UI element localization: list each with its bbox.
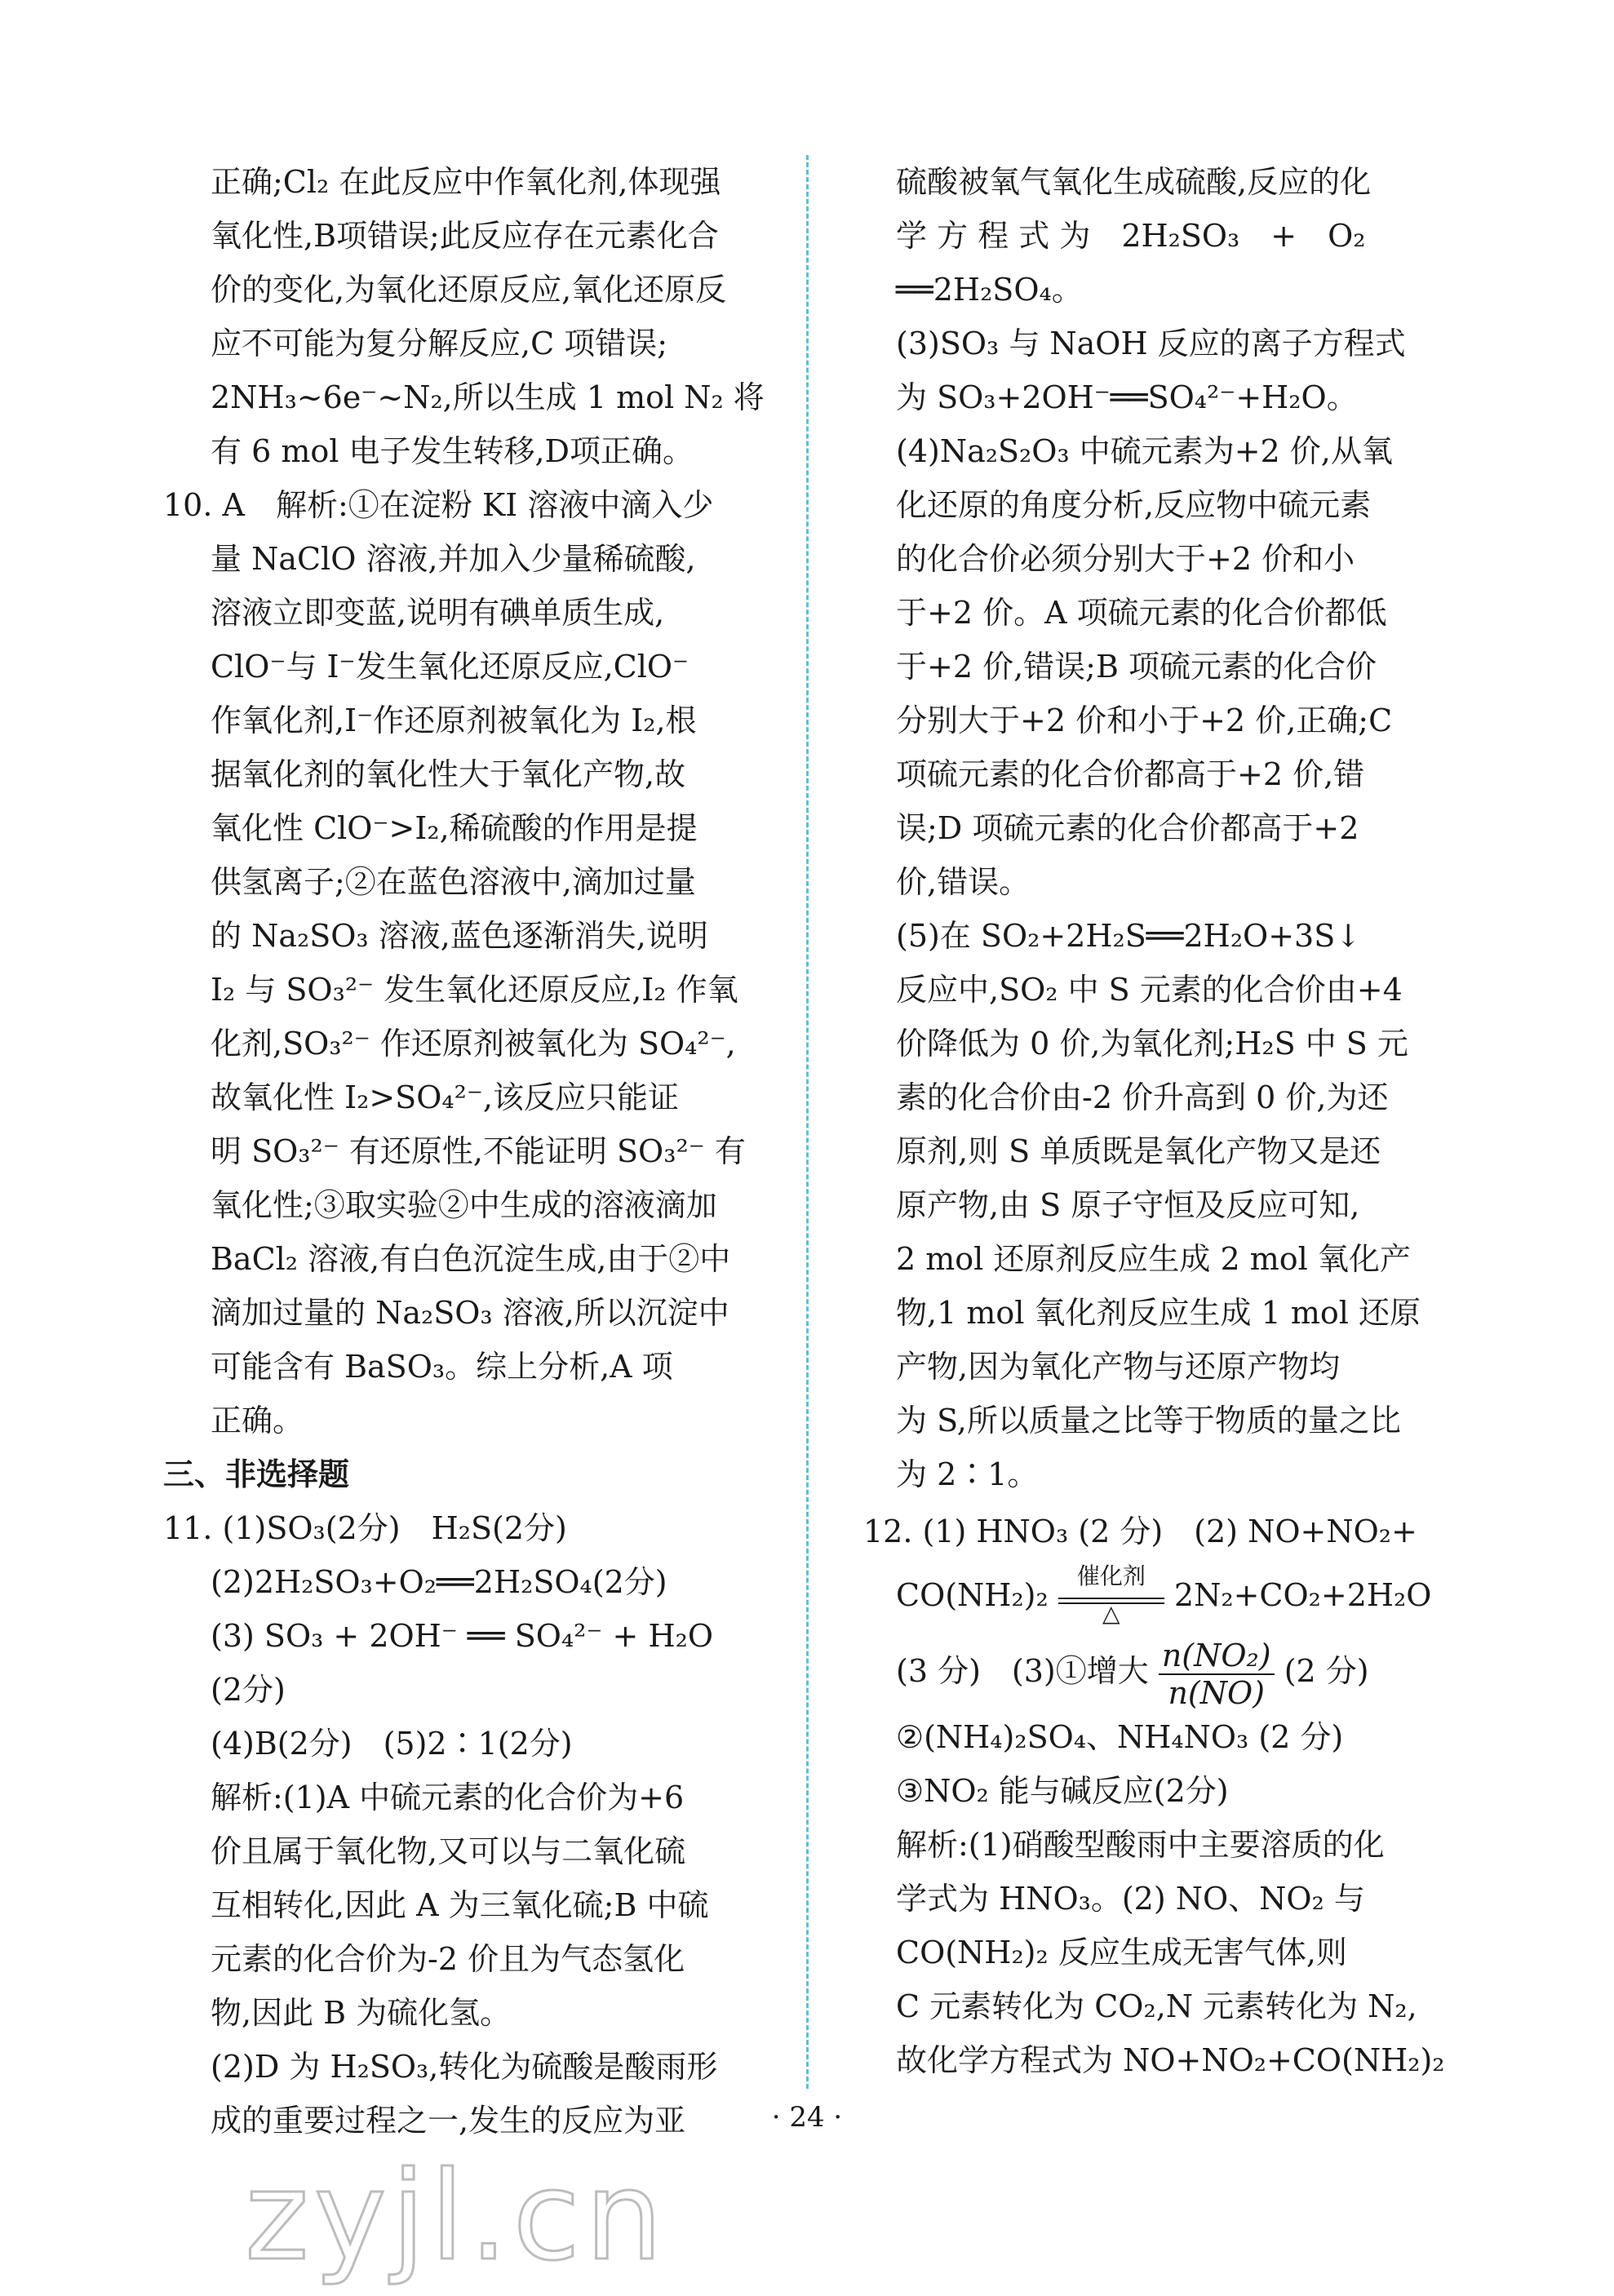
- left-line: (2)2H₂SO₃+O₂══2H₂SO₄(2分): [211, 1564, 667, 1600]
- q12-explain-line: 学式为 HNO₃。(2) NO、NO₂ 与: [896, 1881, 1365, 1917]
- left-line: (2分): [211, 1672, 286, 1708]
- ratio-fraction: [1159, 1638, 1275, 1711]
- right-line: 化还原的角度分析,反应物中硫元素: [896, 487, 1372, 523]
- q12-line3-score: (2 分): [1284, 1653, 1369, 1689]
- right-line: 为 2∶1。: [896, 1456, 1039, 1492]
- right-line: 硫酸被氧气氧化生成硫酸,反应的化: [896, 164, 1372, 200]
- q12-explain-line: 解析:(1)硝酸型酸雨中主要溶质的化: [896, 1827, 1385, 1863]
- right-line: 物,1 mol 氧化剂反应生成 1 mol 还原: [896, 1295, 1421, 1331]
- left-line: 氧化性;③取实验②中生成的溶液滴加: [211, 1187, 717, 1223]
- right-main-text: [896, 155, 1467, 1501]
- left-line: I₂ 与 SO₃²⁻ 发生氧化还原反应,I₂ 作氧: [211, 972, 738, 1008]
- q12-line4: ②(NH₄)₂SO₄、NH₄NO₃ (2 分): [896, 1719, 1344, 1755]
- q12-explain-line: C 元素转化为 CO₂,N 元素转化为 N₂,: [896, 1988, 1417, 2024]
- left-line: (3) SO₃ + 2OH⁻ ══ SO₄²⁻ + H₂O: [211, 1618, 713, 1654]
- watermark: zyjl.cn: [245, 2146, 668, 2288]
- right-line: 学 方 程 式 为 2H₂SO₃ + O₂: [896, 218, 1366, 254]
- left-line: 11. (1)SO₃(2分) H₂S(2分): [163, 1510, 567, 1546]
- q12-explain-line: 故化学方程式为 NO+NO₂+CO(NH₂)₂: [896, 2042, 1445, 2078]
- left-line: ClO⁻与 I⁻发生氧化还原反应,ClO⁻: [211, 649, 689, 685]
- left-line: 化剂,SO₃²⁻ 作还原剂被氧化为 SO₄²⁻,: [211, 1026, 736, 1062]
- left-line: 物,因此 B 为硫化氢。: [211, 1995, 512, 2031]
- equation-right: 2N₂+CO₂+2H₂O: [1173, 1577, 1432, 1613]
- right-line: 反应中,SO₂ 中 S 元素的化合价由+4: [896, 972, 1403, 1008]
- left-line: 解析:(1)A 中硫元素的化合价为+6: [211, 1780, 685, 1815]
- right-line: 误;D 项硫元素的化合价都高于+2: [896, 810, 1359, 846]
- q12-line3-text: (3 分) (3)①增大: [896, 1653, 1149, 1689]
- right-line: ══2H₂SO₄。: [896, 272, 1083, 308]
- left-line: 氧化性,B项错误;此反应存在元素化合: [211, 218, 719, 254]
- right-line: 产物,因为氧化产物与还原产物均: [896, 1349, 1341, 1385]
- left-line: 氧化性 ClO⁻>I₂,稀硫酸的作用是提: [211, 810, 698, 846]
- catalyst-arrow: [1058, 1562, 1164, 1627]
- left-line: 作氧化剂,I⁻作还原剂被氧化为 I₂,根: [211, 703, 697, 738]
- right-line: 为 S,所以质量之比等于物质的量之比: [896, 1403, 1401, 1438]
- left-column: [163, 155, 767, 2148]
- left-line: 正确;Cl₂ 在此反应中作氧化剂,体现强: [211, 164, 721, 200]
- column-divider: [806, 155, 809, 2089]
- right-line: 原产物,由 S 原子守恒及反应可知,: [896, 1187, 1360, 1223]
- right-line: 原剂,则 S 单质既是氧化产物又是还: [896, 1133, 1381, 1169]
- left-line: 量 NaClO 溶液,并加入少量稀硫酸,: [211, 541, 696, 577]
- left-line: 供氢离子;②在蓝色溶液中,滴加过量: [211, 864, 696, 900]
- q12-line1: 12. (1) HNO₃ (2 分) (2) NO+NO₂+: [863, 1514, 1417, 1549]
- right-line: 价降低为 0 价,为氧化剂;H₂S 中 S 元: [896, 1026, 1408, 1062]
- right-line: 于+2 价。A 项硫元素的化合价都低: [896, 595, 1387, 631]
- left-line: 价且属于氧化物,又可以与二氧化硫: [211, 1833, 686, 1869]
- fraction-denominator: n(NO): [1168, 1674, 1265, 1711]
- left-line: 滴加过量的 Na₂SO₃ 溶液,所以沉淀中: [211, 1295, 729, 1331]
- left-line: 价的变化,为氧化还原反应,氧化还原反: [211, 272, 727, 308]
- q12-line5: ③NO₂ 能与碱反应(2分): [896, 1773, 1229, 1809]
- left-line: 的 Na₂SO₃ 溶液,蓝色逐渐消失,说明: [211, 918, 708, 954]
- right-line: (5)在 SO₂+2H₂S══2H₂O+3S↓: [896, 918, 1362, 954]
- left-line: 应不可能为复分解反应,C 项错误;: [211, 326, 668, 361]
- left-line: 三、非选择题: [163, 1456, 350, 1492]
- left-line: (4)B(2分) (5)2∶1(2分): [211, 1726, 573, 1762]
- left-line: 有 6 mol 电子发生转移,D项正确。: [211, 433, 694, 469]
- left-line: BaCl₂ 溶液,有白色沉淀生成,由于②中: [211, 1241, 731, 1277]
- left-line: 10. A 解析:①在淀粉 KI 溶液中滴入少: [163, 487, 714, 523]
- right-line: 的化合价必须分别大于+2 价和小: [896, 541, 1355, 577]
- question-12: [863, 1505, 1467, 2087]
- left-line: 明 SO₃²⁻ 有还原性,不能证明 SO₃²⁻ 有: [211, 1133, 746, 1169]
- right-line: 于+2 价,错误;B 项硫元素的化合价: [896, 649, 1377, 685]
- right-line: 分别大于+2 价和小于+2 价,正确;C: [896, 703, 1393, 738]
- right-line: 项硫元素的化合价都高于+2 价,错: [896, 756, 1365, 792]
- equation-left: CO(NH₂)₂: [896, 1577, 1049, 1613]
- q12-equation: [896, 1558, 1467, 1632]
- right-line: (4)Na₂S₂O₃ 中硫元素为+2 价,从氧: [896, 433, 1393, 469]
- right-line: 为 SO₃+2OH⁻══SO₄²⁻+H₂O。: [896, 379, 1358, 415]
- page-number: · 24 ·: [771, 2101, 843, 2134]
- left-line: 溶液立即变蓝,说明有碘单质生成,: [211, 595, 665, 631]
- catalyst-label: 催化剂: [1076, 1562, 1146, 1589]
- left-line: 故氧化性 I₂>SO₄²⁻,该反应只能证: [211, 1079, 679, 1115]
- right-line: (3)SO₃ 与 NaOH 反应的离子方程式: [896, 326, 1406, 361]
- left-line: 据氧化剂的氧化性大于氧化产物,故: [211, 756, 686, 792]
- left-line: (2)D 为 H₂SO₃,转化为硫酸是酸雨形: [211, 2049, 718, 2085]
- left-line: 成的重要过程之一,发生的反应为亚: [211, 2103, 686, 2139]
- left-line: 互相转化,因此 A 为三氧化硫;B 中硫: [211, 1887, 709, 1923]
- left-line: 2NH₃~6e⁻~N₂,所以生成 1 mol N₂ 将: [211, 379, 765, 415]
- left-line: 可能含有 BaSO₃。综上分析,A 项: [211, 1349, 673, 1385]
- left-line: 正确。: [211, 1403, 304, 1438]
- right-line: 价,错误。: [896, 864, 1031, 900]
- heat-symbol: △: [1102, 1599, 1120, 1627]
- right-column: [863, 155, 1467, 2087]
- q12-line3: [896, 1632, 1467, 1710]
- right-line: 素的化合价由-2 价升高到 0 价,为还: [896, 1079, 1389, 1115]
- q12-explain-line: CO(NH₂)₂ 反应生成无害气体,则: [896, 1935, 1347, 1970]
- right-line: 2 mol 还原剂反应生成 2 mol 氧化产: [896, 1241, 1411, 1277]
- left-line: 元素的化合价为-2 价且为气态氢化: [211, 1941, 685, 1977]
- q12-explanation: [896, 1818, 1467, 2087]
- fraction-numerator: n(NO₂): [1159, 1638, 1275, 1675]
